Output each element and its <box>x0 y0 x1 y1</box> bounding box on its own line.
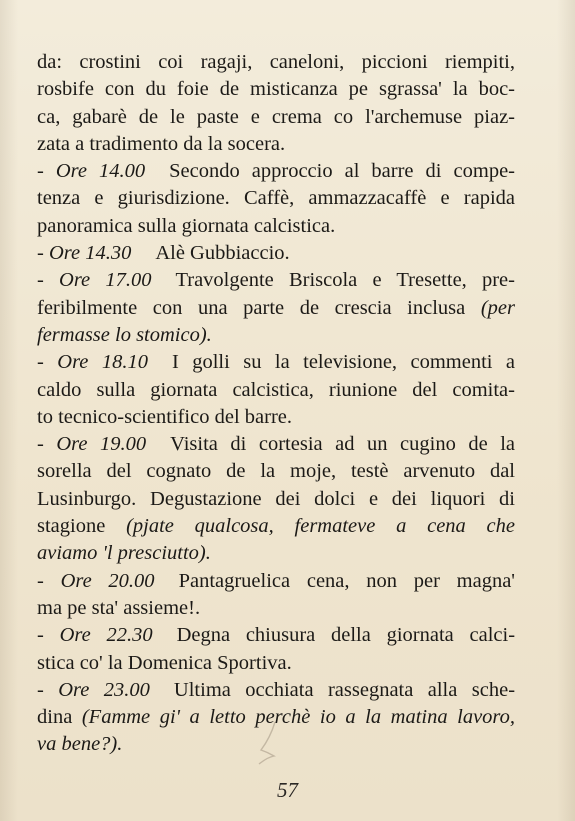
text-line: - Ore 18.10 I golli su la televisione, commenti a <box>37 351 516 374</box>
text-line <box>37 322 515 349</box>
text-line <box>37 458 515 485</box>
text-line: - Ore 22.30 Degna chiusura della giornata calci- <box>37 624 516 647</box>
line-text: sorella del cognato de la moje, testè arvenuto dal <box>37 460 515 483</box>
text-line: - Ore 20.00 Pantagruelica cena, non per magna' <box>37 569 516 592</box>
line-italic-text: (per <box>480 296 515 319</box>
line-text: Alè Gubbiaccio. <box>155 242 290 265</box>
line-text: Degna chiusura della giornata calci- <box>176 624 516 647</box>
text-line <box>37 595 515 622</box>
line-text: panoramica sulla giornata calcistica. <box>37 214 336 237</box>
schedule-time: Ore 23.00 <box>58 678 150 701</box>
line-text: ca, gabarè de le paste e crema co l'archemuse piaz- <box>37 105 515 128</box>
schedule-time: Ore 14.30 <box>48 242 132 265</box>
line-text: rosbife con du foie de misticanza pe sgrassa' la boc- <box>37 78 515 101</box>
text-line <box>37 185 515 212</box>
text-line <box>37 213 515 240</box>
text-line: - Ore 23.00 Ultima occhiata rassegnata alla sche- <box>37 678 516 701</box>
schedule-time: Ore 14.00 <box>55 160 146 183</box>
text-line <box>37 650 515 677</box>
schedule-time: Ore 20.00 <box>60 569 155 592</box>
line-text: da: crostini coi ragaji, caneloni, piccioni riempiti, <box>37 51 515 73</box>
line-text: caldo sulla giornata calcistica, riunione del comita- <box>37 378 515 401</box>
text-line <box>37 49 515 76</box>
text-line <box>37 404 515 431</box>
line-italic-text: aviamo 'l presciutto). <box>37 542 211 565</box>
page-body-text <box>37 49 515 759</box>
text-line: - Ore 14.00 Secondo approccio al barre di compe- <box>37 160 516 183</box>
line-italic-text: fermasse lo stomico). <box>37 323 212 346</box>
line-text: stagione <box>37 515 106 538</box>
line-text: ma pe sta' assieme!. <box>37 596 201 619</box>
line-text: Ultima occhiata rassegnata alla sche- <box>173 678 516 701</box>
line-italic-text: va bene?). <box>37 733 123 756</box>
text-line: - Ore 14.30 Alè Gubbiaccio. <box>37 242 290 265</box>
text-line <box>37 295 515 322</box>
schedule-time: Ore 18.10 <box>57 351 148 374</box>
page-number: 57 <box>277 778 298 802</box>
line-text: I golli su la televisione, commenti a <box>171 351 516 374</box>
line-text: to tecnico-scientifico del barre. <box>37 405 292 428</box>
line-text: Lusinburgo. Degustazione dei dolci e dei liquori di <box>37 487 515 510</box>
text-line <box>37 377 515 404</box>
schedule-time: Ore 17.00 <box>59 269 152 292</box>
schedule-time: Ore 19.00 <box>56 433 147 456</box>
text-line <box>37 104 515 131</box>
text-line <box>37 540 515 567</box>
line-text: Secondo approccio al barre di compe- <box>169 160 516 183</box>
text-line <box>37 513 515 540</box>
text-line: - Ore 19.00 Visita di cortesia ad un cugino de la <box>37 433 516 456</box>
pencil-mark-icon <box>255 720 281 766</box>
line-italic-text: (pjate qualcosa, fermateve a cena che <box>126 515 515 538</box>
text-line: - Ore 17.00 Travolgente Briscola e Tresette, pre- <box>37 269 515 292</box>
text-line <box>37 76 515 103</box>
text-line <box>37 131 515 158</box>
line-text: Travolgente Briscola e Tresette, pre- <box>175 269 515 292</box>
text-line <box>37 486 515 513</box>
line-italic-text: (Famme gi' a letto perchè io a la matina lavoro, <box>81 706 516 729</box>
line-text: zata a tradimento da la socera. <box>37 132 286 155</box>
line-text: Pantagruelica cena, non per magna' <box>178 569 516 592</box>
line-text: feribilmente con una parte de crescia inclusa <box>37 296 466 319</box>
line-text: tenza e giurisdizione. Caffè, ammazzacaffè e rapida <box>37 187 515 210</box>
line-text: dina <box>37 706 73 729</box>
line-text: Visita di cortesia ad un cugino de la <box>170 433 516 456</box>
line-text: stica co' la Domenica Sportiva. <box>37 651 292 674</box>
schedule-time: Ore 22.30 <box>59 624 153 647</box>
